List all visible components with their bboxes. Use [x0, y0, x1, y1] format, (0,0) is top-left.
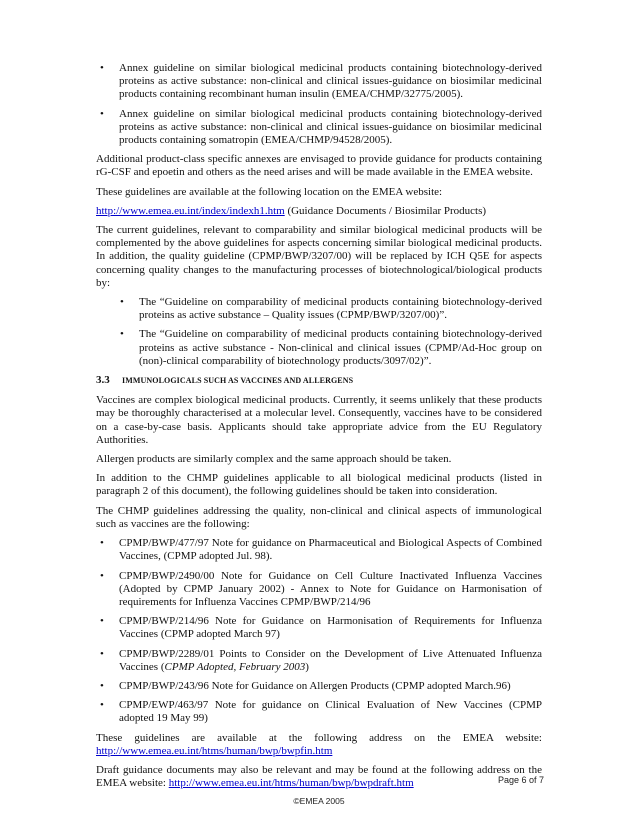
list-item: • CPMP/BWP/477/97 Note for guidance on Pharmaceutical and Biological Aspects of Combined Vaccines, (CPMP adopted Jul. 98). [96, 537, 542, 563]
paragraph-vaccines: Vaccines are complex biological medicinal products. Currently, it seems unlikely that these products may be thoroughly characterised at a molecular level. Consequently, vaccines have to be considered on a case-by-case basis. Applicants should take appropriate advice from the EU Regulatory Authorities. [96, 394, 542, 446]
draft-text: Draft guidance documents may also be relevant and may be found at the following address on the EMEA website: [96, 763, 542, 790]
list-item [96, 648, 542, 674]
bwpfin-link[interactable]: http://www.emea.eu.int/htms/human/bwp/bwpfin.htm [96, 744, 333, 757]
comparability-bullet-list [116, 296, 542, 368]
list-item: • The “Guideline on comparability of medicinal products containing biotechnology-derived proteins as active substance - Non-clinical and clinical issues (CPMP/Ad-Hoc group on (non)-clinical comparability of biotechnology products/3097/02)”. [116, 328, 542, 368]
page-number: Page 6 of 7 [497, 775, 544, 785]
paragraph-current: The current guidelines, relevant to comparability and similar biological medicinal products will be complemented by the above guidelines for aspects concerning similar biological medicinal products. In addition, the quality guideline (CPMP/BWP/3207/00) will be replaced by ICH Q5E for aspects concerning quality changes to the manufacturing processes of biotechnological/biological products by: [96, 224, 542, 289]
list-item: • The “Guideline on comparability of medicinal products containing biotechnology-derived proteins as active substance – Quality issues (CPMP/BWP/3207/00)”. [116, 296, 542, 322]
paragraph-allergen: Allergen products are similarly complex and the same approach should be taken. [96, 453, 452, 466]
document-page [96, 62, 542, 796]
paragraph-chmp: The CHMP guidelines addressing the quality, non-clinical and clinical aspects of immunological such as vaccines are the following: [96, 504, 542, 530]
list-item: • CPMP/EWP/463/97 Note for guidance on Clinical Evaluation of New Vaccines (CPMP adopted 19 May 99) [96, 699, 542, 725]
list-item-after: ) [305, 660, 309, 673]
paragraph-indexh1-link [96, 205, 542, 218]
these-text: These guidelines are available at the following address on the EMEA website: [96, 731, 542, 744]
bwpdraft-link[interactable]: http://www.emea.eu.int/htms/human/bwp/bwpdraft.htm [168, 777, 414, 790]
paragraph-draft [96, 764, 542, 790]
list-item: • CPMP/BWP/243/96 Note for Guidance on Allergen Products (CPMP adopted March.96) [96, 680, 542, 693]
list-item: • CPMP/BWP/2490/00 Note for Guidance on Cell Culture Inactivated Influenza Vaccines (Adopted by CPMP January 2002) - Annex to Note for Guidance on Harmonisation of requirements for Influenza Vaccines CPMP/BWP/214/96 [96, 570, 542, 610]
list-item: • Annex guideline on similar biological medicinal products containing biotechnology-derived proteins as active substance: non-clinical and clinical issues-guidance on biosimilar medicinal products containing recombinant human insulin (EMEA/CHMP/32775/2005). [96, 62, 542, 102]
section-title: IMMUNOLOGICALS SUCH AS VACCINES AND ALLERGENS [122, 376, 354, 386]
list-item-text: CPMP/BWP/2289/01 Points to Consider on the Development of Live Attenuated Influenza Vaccines ( [119, 647, 542, 673]
footer-copyright: ©EMEA 2005 [293, 796, 345, 806]
section-heading [96, 374, 542, 387]
section-number: 3.3 [96, 374, 110, 387]
list-item: • CPMP/BWP/214/96 Note for Guidance on Harmonisation of Requirements for Influenza Vaccines (CPMP adopted March 97) [96, 615, 542, 641]
list-item: • Annex guideline on similar biological medicinal products containing biotechnology-derived proteins as active substance: non-clinical and clinical issues-guidance on biosimilar medicinal products containing somatropin (EMEA/CHMP/94528/2005). [96, 108, 542, 148]
paragraph-available: These guidelines are available at the following location on the EMEA website: [96, 185, 443, 198]
paragraph-addition: In addition to the CHMP guidelines applicable to all biological medicinal products (listed in paragraph 2 of this document), the following guidelines should be taken into consideration. [96, 472, 542, 498]
annex-bullet-list [96, 62, 542, 147]
link-suffix: (Guidance Documents / Biosimilar Products) [284, 204, 487, 217]
paragraph-additional: Additional product-class specific annexes are envisaged to provide guidance for products containing rG-CSF and epoetin and others as the need arises and will be made available in the EMEA website. [96, 153, 542, 179]
indexh1-link[interactable]: http://www.emea.eu.int/index/indexh1.htm [96, 204, 285, 217]
paragraph-these [96, 732, 542, 758]
vaccine-guideline-list [96, 537, 542, 725]
list-item-italic: CPMP Adopted, February 2003 [164, 660, 306, 673]
